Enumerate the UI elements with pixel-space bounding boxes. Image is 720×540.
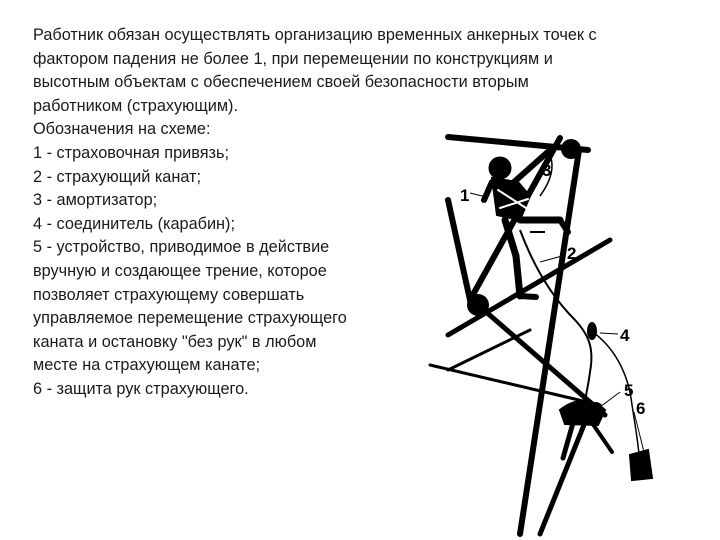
legend-item: 6 - защита рук страхующего. [33, 379, 249, 398]
climbing-illustration [420, 110, 720, 540]
callout-5: 5 [624, 381, 634, 400]
callout-2: 2 [567, 244, 577, 263]
legend-title: Обозначения на схеме: [33, 120, 211, 139]
legend-item: вручную и создающее трение, которое [33, 261, 327, 280]
climber-figure [484, 150, 568, 297]
legend-item: 3 - амортизатор; [33, 191, 158, 210]
legend-item: управляемое перемещение страхующего [33, 309, 347, 328]
legend-item: 1 - страховочная привязь; [33, 143, 229, 162]
intro-line: Работник обязан осуществлять организацию временных анкерных точек с [33, 26, 597, 44]
legend-item: позволяет страхующему совершать [33, 285, 305, 304]
intro-line: работником (страхующим). [33, 96, 239, 115]
legend-item: каната и остановку "без рук" в любом [33, 332, 317, 351]
callout-1: 1 [460, 186, 470, 205]
callout-3: 3 [542, 161, 552, 180]
intro-line: фактором падения не более 1, при перемещении по конструкциям и [33, 49, 553, 68]
callout-6: 6 [636, 399, 646, 418]
legend-item: 4 - соединитель (карабин); [33, 214, 235, 233]
legend-item: месте на страхующем канате; [33, 356, 261, 375]
legend-item: 2 - страхующий канат; [33, 167, 202, 186]
legend-item: 5 - устройство, приводимое в действие [33, 238, 330, 257]
callout-4: 4 [620, 326, 630, 345]
intro-line: высотным объектам с обеспечением своей безопасности вторым [33, 73, 529, 92]
